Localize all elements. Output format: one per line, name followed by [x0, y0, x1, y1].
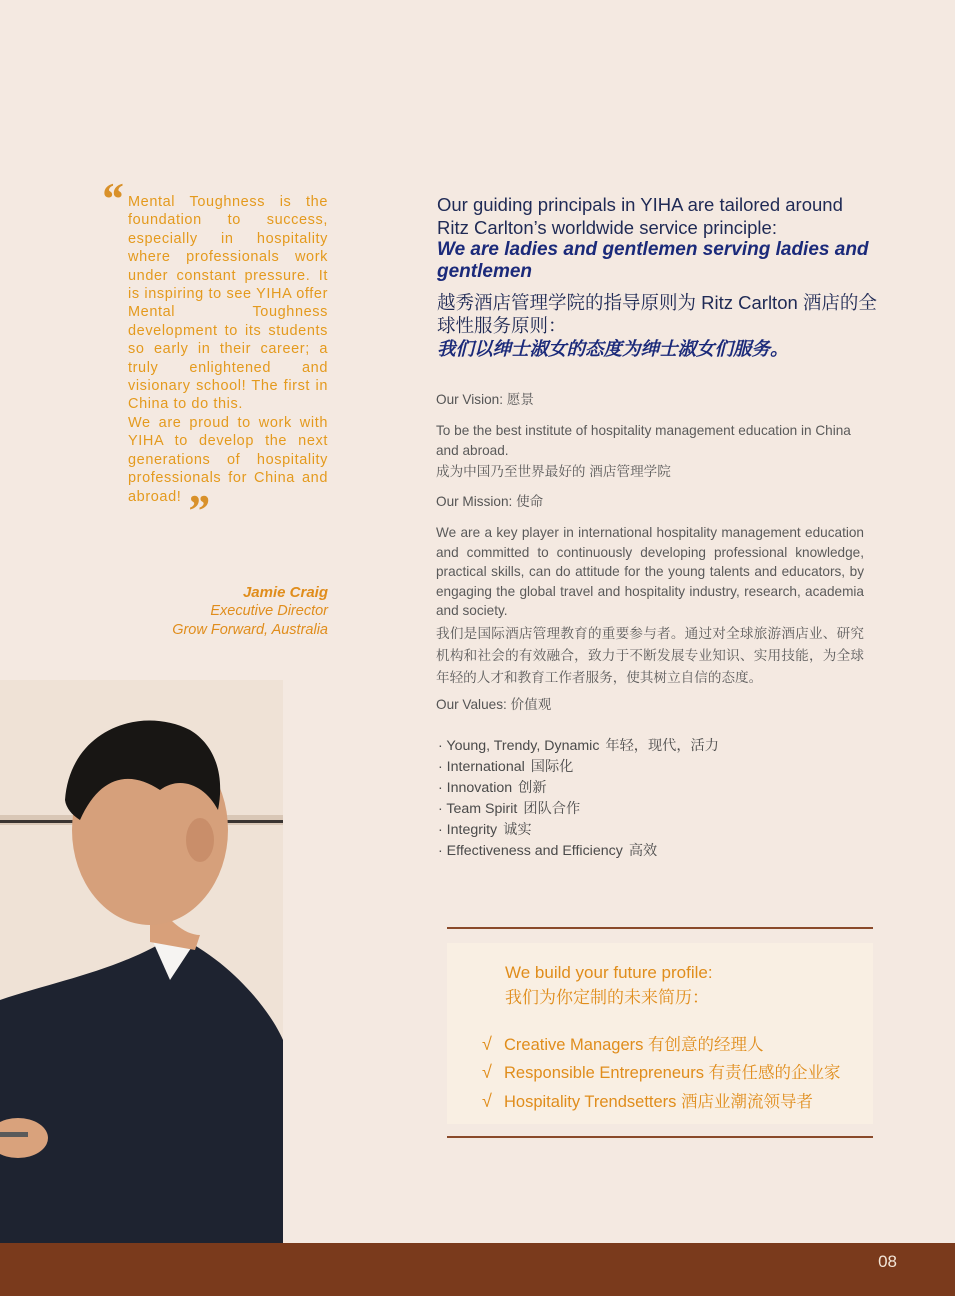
divider-top — [447, 927, 873, 929]
value-item: · Integrity 诚实 — [438, 822, 532, 838]
page-number: 08 — [878, 1252, 897, 1271]
check-icon: √ — [482, 1062, 492, 1083]
student-illustration — [0, 680, 283, 1243]
vision-en: To be the best institute of hospitality management education in China and abroad. — [436, 423, 851, 458]
future-item: √ Hospitality Trendsetters 酒店业潮流领导者 — [482, 1088, 841, 1116]
future-title — [505, 960, 713, 1010]
divider-bottom — [447, 1136, 873, 1138]
value-item: · Team Spirit 团队合作 — [438, 801, 581, 817]
service-motto-cn: 我们以绅士淑女的态度为绅士淑女们服务。 — [437, 338, 789, 359]
service-motto: We are ladies and gentlemen serving ladies and gentlemen — [437, 239, 869, 282]
quote-attribution — [172, 583, 328, 640]
values-label: Our Values: 价值观 — [436, 697, 552, 712]
principles-intro: Our guiding principals in YIHA are tailored around Ritz Carlton’s worldwide service principle: — [437, 194, 843, 238]
author-org: Grow Forward, Australia — [172, 622, 328, 638]
values-list — [438, 736, 719, 862]
value-item: · International 国际化 — [438, 759, 574, 775]
quote-paragraph-1: Mental Toughness is the foundation to success, especially in hospitality where professionals work under constant pressure. It is inspiring to see YIHA offer Mental Toughness development to its students so early in their career; a truly enlightened and visionary school! The first in China to do this. — [128, 194, 328, 413]
open-quote-mark: “ — [100, 173, 123, 224]
footer-bar — [0, 1243, 955, 1296]
value-item: · Effectiveness and Efficiency 高效 — [438, 843, 658, 859]
value-item: · Young, Trendy, Dynamic 年轻，现代，活力 — [438, 738, 719, 754]
future-item: √ Responsible Entrepreneurs 有责任感的企业家 — [482, 1059, 841, 1087]
quote-paragraph-2: We are proud to work with YIHA to develop the next generations of hospitality professionals for China and abroad! — [128, 414, 328, 505]
mission-label: Our Mission: 使命 — [436, 494, 544, 509]
vision-label: Our Vision: 愿景 — [436, 392, 534, 407]
author-role: Executive Director — [210, 603, 328, 619]
principles-intro-cn: 越秀酒店管理学院的指导原则为 Ritz Carlton 酒店的全球性服务原则： — [437, 292, 877, 336]
check-icon: √ — [482, 1034, 492, 1054]
close-quote-mark: ” — [186, 485, 209, 536]
future-profile-list — [482, 1031, 841, 1116]
guiding-principles — [437, 193, 877, 360]
author-name: Jamie Craig — [242, 584, 328, 601]
student-photo — [0, 680, 283, 1243]
testimonial-quote — [128, 193, 328, 506]
check-icon: √ — [482, 1090, 492, 1111]
vision-section — [436, 390, 864, 482]
value-item: · Innovation 创新 — [438, 780, 547, 796]
values-label-wrap — [436, 695, 864, 714]
mission-section — [436, 492, 864, 689]
mission-en: We are a key player in international hospitality management education and committed to continuously developing professional knowledge, practical skills, can do attitude for the young talents and educators, by engaging the global travel and hospitality industry, research, academia and society. — [436, 525, 864, 619]
future-title-en: We build your future profile: — [505, 963, 713, 982]
future-title-cn: 我们为你定制的未来简历： — [505, 988, 709, 1007]
vision-cn: 成为中国乃至世界最好的 酒店管理学院 — [436, 464, 671, 480]
mission-cn: 我们是国际酒店管理教育的重要参与者。通过对全球旅游酒店业、研究机构和社会的有效融合，致力于不断发展专业知识、实用技能，为全球年轻的人才和教育工作者服务，使其树立自信的态度。 — [436, 626, 864, 686]
future-item: √ Creative Managers 有创意的经理人 — [482, 1031, 841, 1059]
